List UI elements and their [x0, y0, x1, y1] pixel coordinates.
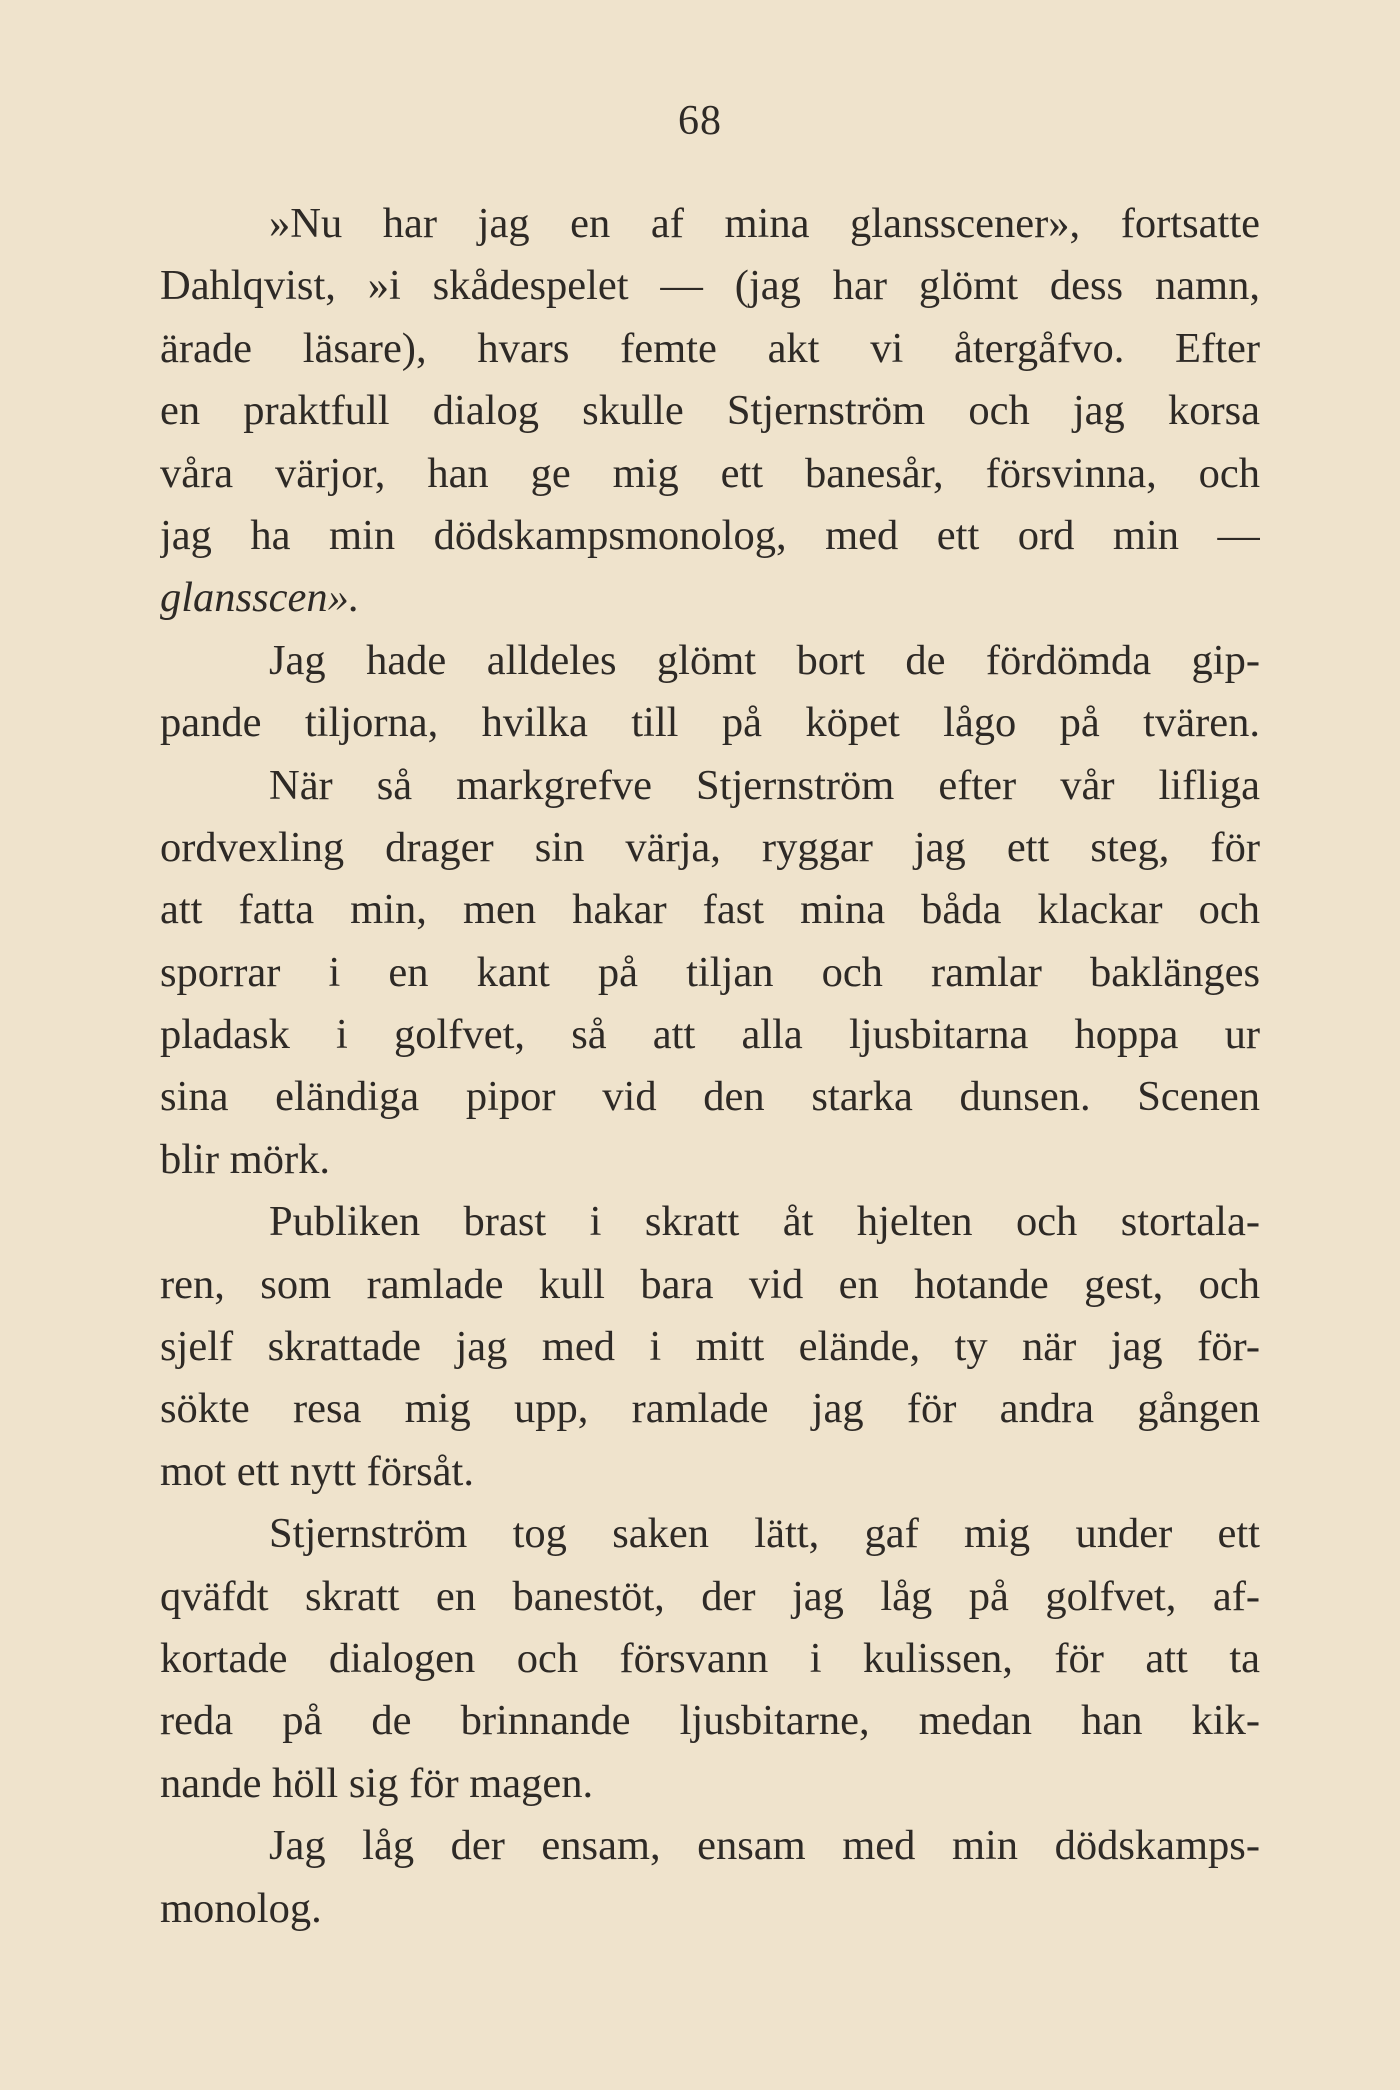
- body-text: [160, 193, 1260, 1940]
- text-line: ordvexling drager sin värja, ryggar jag ett steg, för: [160, 823, 1260, 871]
- text-line: »Nu har jag en af mina glansscener», fortsatte: [269, 200, 1260, 247]
- text-line: Publiken brast i skratt åt hjelten och stortala-: [269, 1198, 1260, 1246]
- text-line: sjelf skrattade jag med i mitt elände, ty när jag för-: [160, 1323, 1260, 1371]
- text-line: qväfdt skratt en banestöt, der jag låg på golfvet, af-: [160, 1572, 1260, 1620]
- text-line: monolog.: [160, 1884, 322, 1932]
- page-number: 68: [678, 98, 722, 144]
- text-line: nande höll sig för magen.: [160, 1759, 594, 1807]
- text-line: blir mörk.: [160, 1135, 330, 1183]
- text-line: pande tiljorna, hvilka till på köpet lågo på tvären.: [160, 699, 1260, 747]
- text-line: jag ha min dödskampsmonolog, med ett ord min —: [160, 511, 1260, 559]
- text-line: ren, som ramlade kull bara vid en hotande gest, och: [160, 1260, 1260, 1308]
- text-line: ärade läsare), hvars femte akt vi återgåfvo. Efter: [160, 324, 1260, 372]
- text-line: mot ett nytt försåt.: [160, 1447, 474, 1495]
- text-line: sporrar i en kant på tiljan och ramlar baklänges: [160, 948, 1260, 996]
- text-line: [160, 567, 1260, 629]
- text-line: Stjernström tog saken lätt, gaf mig under ett: [269, 1510, 1260, 1558]
- text-line: sina eländiga pipor vid den starka dunsen. Scenen: [160, 1073, 1260, 1121]
- text-line: pladask i golfvet, så att alla ljusbitarna hoppa ur: [160, 1011, 1260, 1059]
- text-line: en praktfull dialog skulle Stjernström och jag korsa: [160, 387, 1260, 435]
- text-line: våra värjor, han ge mig ett banesår, försvinna, och: [160, 449, 1260, 497]
- text-line: Jag hade alldeles glömt bort de fördömda gip-: [269, 636, 1260, 684]
- text-line: kortade dialogen och försvann i kulissen, för att ta: [160, 1634, 1260, 1682]
- italic-word: glansscen».: [160, 574, 360, 622]
- text-line: Jag låg der ensam, ensam med min dödskamps-: [269, 1822, 1260, 1870]
- text-line: reda på de brinnande ljusbitarne, medan han kik-: [160, 1697, 1260, 1745]
- text-line: När så markgrefve Stjernström efter vår lifliga: [269, 761, 1260, 809]
- text-line: Dahlqvist, »i skådespelet — (jag har glömt dess namn,: [160, 262, 1260, 310]
- text-line: att fatta min, men hakar fast mina båda klackar och: [160, 886, 1260, 934]
- text-line: sökte resa mig upp, ramlade jag för andra gången: [160, 1385, 1260, 1433]
